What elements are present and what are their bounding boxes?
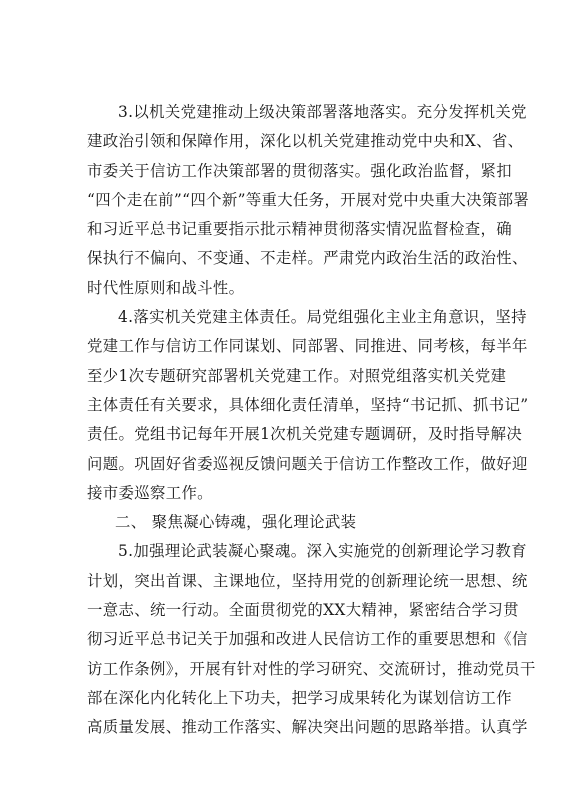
paragraph-5-line-1: 5.加强理论武装凝心聚魂。深入实施党的创新理论学习教育: [118, 542, 527, 561]
section-heading: 二、 聚焦凝心铸魂，强化理论武装: [115, 513, 357, 532]
paragraph-4-line-6: 问题。巩固好省委巡视反馈问题关于信访工作整改工作，做好迎: [87, 454, 528, 473]
paragraph-4-line-2: 党建工作与信访工作同谋划、同部署、同推进、同考核，每半年: [87, 337, 528, 356]
paragraph-3-line-6: 保执行不偏向、不变通、不走样。严肃党内政治生活的政治性、: [87, 249, 528, 268]
paragraph-4-line-1: 4.落实机关党建主体责任。局党组强化主业主角意识，坚持: [118, 308, 527, 327]
paragraph-4-line-7: 接市委巡察工作。: [87, 483, 213, 502]
paragraph-3-line-2: 建政治引领和保障作用，深化以机关党建推动党中央和X、省、: [87, 132, 524, 151]
paragraph-3-line-4: “四个走在前”“四个新”等重大任务，开展对党中央重大决策部署: [87, 190, 530, 209]
paragraph-3-line-5: 和习近平总书记重要指示批示精神贯彻落实情况监督检查，确: [87, 220, 512, 239]
paragraph-5-line-2: 计划，突出首课、主课地位，坚持用党的创新理论统一思想、统: [87, 571, 528, 590]
paragraph-5-line-4: 彻习近平总书记关于加强和改进人民信访工作的重要思想和《信: [87, 630, 528, 649]
paragraph-3-line-3: 市委关于信访工作决策部署的贯彻落实。强化政治监督，紧扣: [87, 161, 512, 180]
paragraph-5-line-5: 访工作条例》，开展有针对性的学习研究、交流研讨，推动党员干: [87, 659, 536, 678]
paragraph-3-line-7: 时代性原则和战斗性。: [87, 278, 245, 297]
paragraph-5-line-6: 部在深化内化转化上下功夫，把学习成果转化为谋划信访工作: [87, 688, 512, 707]
document-body: [87, 98, 536, 743]
paragraph-5-line-7: 高质量发展、推动工作落实、解决突出问题的思路举措。认真学: [87, 718, 528, 737]
paragraph-4-line-5: 责任。党组书记每年开展1次机关党建专题调研，及时指导解决: [87, 425, 523, 444]
paragraph-4-line-4: 主体责任有关要求，具体细化责任清单，坚持“书记抓、抓书记”: [87, 395, 529, 414]
paragraph-3-line-1: 3.以机关党建推动上级决策部署落地落实。充分发挥机关党: [118, 103, 527, 121]
paragraph-4-line-3: 至少1次专题研究部署机关党建工作。对照党组落实机关党建: [87, 366, 507, 385]
paragraph-5-line-3: 一意志、统一行动。全面贯彻党的XX大精神，紧密结合学习贯: [87, 601, 519, 620]
